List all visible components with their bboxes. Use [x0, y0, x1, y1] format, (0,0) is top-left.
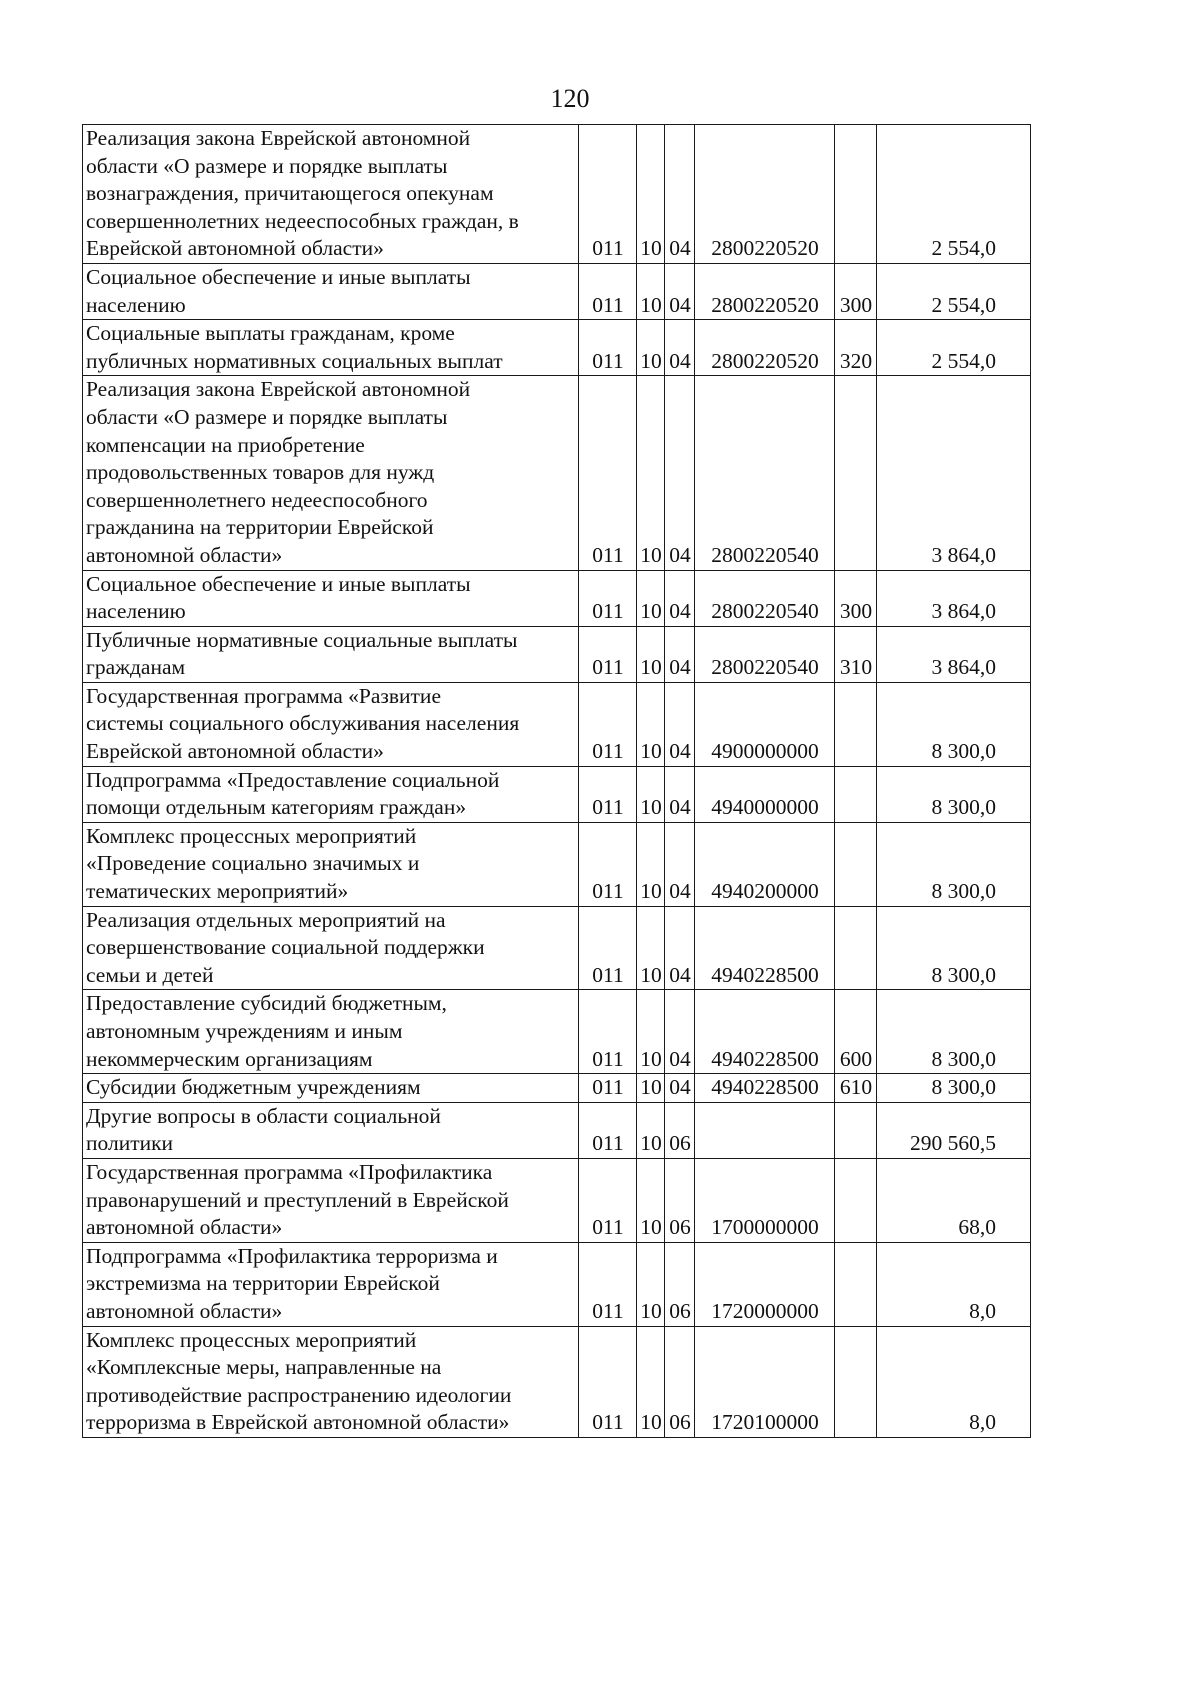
section-code-cell: 10	[637, 766, 665, 822]
table-row	[83, 1158, 1031, 1242]
ministry-code-cell: 011	[579, 570, 637, 626]
section-code-cell: 10	[637, 125, 665, 264]
target-article-cell: 1700000000	[695, 1158, 835, 1242]
target-article-cell: 2800220520	[695, 320, 835, 376]
expense-type-cell: 600	[835, 990, 877, 1074]
ministry-code-cell: 011	[579, 1102, 637, 1158]
row-name-cell: Комплекс процессных мероприятий «Комплексные меры, направленные на противодействие распространению идеологии терроризма в Еврейской автономной области»	[83, 1326, 579, 1437]
target-article-cell: 4940000000	[695, 766, 835, 822]
expense-type-cell	[835, 1326, 877, 1437]
subsection-code-cell: 04	[665, 766, 695, 822]
ministry-code-cell: 011	[579, 766, 637, 822]
row-name-cell: Публичные нормативные социальные выплаты гражданам	[83, 626, 579, 682]
row-name-cell: Другие вопросы в области социальной политики	[83, 1102, 579, 1158]
target-article-cell: 1720000000	[695, 1242, 835, 1326]
subsection-code-cell: 06	[665, 1158, 695, 1242]
subsection-code-cell: 04	[665, 822, 695, 906]
subsection-code-cell: 04	[665, 626, 695, 682]
target-article-cell: 2800220540	[695, 376, 835, 570]
expense-type-cell: 610	[835, 1074, 877, 1103]
expense-type-cell: 300	[835, 263, 877, 319]
amount-cell: 8 300,0	[877, 906, 1031, 990]
amount-cell: 68,0	[877, 1158, 1031, 1242]
subsection-code-cell: 04	[665, 906, 695, 990]
target-article-cell: 4940228500	[695, 906, 835, 990]
expense-type-cell	[835, 1158, 877, 1242]
expense-type-cell	[835, 766, 877, 822]
expense-type-cell	[835, 822, 877, 906]
amount-cell: 3 864,0	[877, 626, 1031, 682]
section-code-cell: 10	[637, 626, 665, 682]
table-row	[83, 822, 1031, 906]
expense-type-cell: 310	[835, 626, 877, 682]
section-code-cell: 10	[637, 682, 665, 766]
page-number: 120	[550, 84, 590, 113]
row-name-cell: Реализация закона Еврейской автономной области «О размере и порядке выплаты вознаграждения, причитающегося опекунам совершеннолетних недееспособных граждан, в Еврейской автономной области»	[83, 125, 579, 264]
amount-cell: 2 554,0	[877, 263, 1031, 319]
row-name-cell: Реализация отдельных мероприятий на совершенствование социальной поддержки семьи и детей	[83, 906, 579, 990]
amount-cell: 3 864,0	[877, 376, 1031, 570]
expense-type-cell	[835, 682, 877, 766]
row-name-cell: Социальное обеспечение и иные выплаты населению	[83, 263, 579, 319]
expense-type-cell	[835, 125, 877, 264]
ministry-code-cell: 011	[579, 906, 637, 990]
subsection-code-cell: 04	[665, 682, 695, 766]
amount-cell: 8,0	[877, 1326, 1031, 1437]
table-row	[83, 125, 1031, 264]
amount-cell: 290 560,5	[877, 1102, 1031, 1158]
target-article-cell: 4940228500	[695, 990, 835, 1074]
row-name-cell: Субсидии бюджетным учреждениям	[83, 1074, 579, 1103]
table-row	[83, 990, 1031, 1074]
subsection-code-cell: 04	[665, 1074, 695, 1103]
target-article-cell: 4940200000	[695, 822, 835, 906]
row-name-cell: Комплекс процессных мероприятий «Проведение социально значимых и тематических мероприятий»	[83, 822, 579, 906]
subsection-code-cell: 04	[665, 990, 695, 1074]
amount-cell: 8 300,0	[877, 822, 1031, 906]
expense-type-cell: 300	[835, 570, 877, 626]
section-code-cell: 10	[637, 1074, 665, 1103]
row-name-cell: Социальные выплаты гражданам, кроме публичных нормативных социальных выплат	[83, 320, 579, 376]
expense-type-cell	[835, 376, 877, 570]
ministry-code-cell: 011	[579, 682, 637, 766]
expense-type-cell	[835, 1242, 877, 1326]
table-row	[83, 626, 1031, 682]
amount-cell: 8 300,0	[877, 766, 1031, 822]
subsection-code-cell: 06	[665, 1326, 695, 1437]
expense-type-cell: 320	[835, 320, 877, 376]
amount-cell: 2 554,0	[877, 320, 1031, 376]
section-code-cell: 10	[637, 1158, 665, 1242]
section-code-cell: 10	[637, 263, 665, 319]
expense-type-cell	[835, 1102, 877, 1158]
section-code-cell: 10	[637, 1326, 665, 1437]
section-code-cell: 10	[637, 570, 665, 626]
table-row	[83, 376, 1031, 570]
ministry-code-cell: 011	[579, 1158, 637, 1242]
subsection-code-cell: 04	[665, 570, 695, 626]
target-article-cell: 2800220540	[695, 570, 835, 626]
subsection-code-cell: 06	[665, 1102, 695, 1158]
table-row	[83, 1074, 1031, 1103]
row-name-cell: Предоставление субсидий бюджетным, автономным учреждениям и иным некоммерческим организациям	[83, 990, 579, 1074]
target-article-cell: 4900000000	[695, 682, 835, 766]
table-row	[83, 570, 1031, 626]
table-row	[83, 766, 1031, 822]
section-code-cell: 10	[637, 822, 665, 906]
budget-table-body	[83, 125, 1031, 1438]
target-article-cell: 2800220540	[695, 626, 835, 682]
subsection-code-cell: 04	[665, 376, 695, 570]
ministry-code-cell: 011	[579, 125, 637, 264]
ministry-code-cell: 011	[579, 263, 637, 319]
target-article-cell: 2800220520	[695, 263, 835, 319]
budget-table	[82, 124, 1031, 1438]
table-row	[83, 1242, 1031, 1326]
section-code-cell: 10	[637, 906, 665, 990]
target-article-cell	[695, 1102, 835, 1158]
ministry-code-cell: 011	[579, 320, 637, 376]
section-code-cell: 10	[637, 990, 665, 1074]
expense-type-cell	[835, 906, 877, 990]
amount-cell: 8 300,0	[877, 990, 1031, 1074]
target-article-cell: 2800220520	[695, 125, 835, 264]
row-name-cell: Подпрограмма «Профилактика терроризма и экстремизма на территории Еврейской автономной области»	[83, 1242, 579, 1326]
amount-cell: 8 300,0	[877, 682, 1031, 766]
target-article-cell: 4940228500	[695, 1074, 835, 1103]
subsection-code-cell: 06	[665, 1242, 695, 1326]
table-row	[83, 682, 1031, 766]
table-row	[83, 263, 1031, 319]
ministry-code-cell: 011	[579, 1242, 637, 1326]
amount-cell: 2 554,0	[877, 125, 1031, 264]
ministry-code-cell: 011	[579, 990, 637, 1074]
subsection-code-cell: 04	[665, 320, 695, 376]
target-article-cell: 1720100000	[695, 1326, 835, 1437]
ministry-code-cell: 011	[579, 1326, 637, 1437]
ministry-code-cell: 011	[579, 626, 637, 682]
section-code-cell: 10	[637, 1102, 665, 1158]
row-name-cell: Государственная программа «Профилактика правонарушений и преступлений в Еврейской автономной области»	[83, 1158, 579, 1242]
row-name-cell: Государственная программа «Развитие системы социального обслуживания населения Еврейской автономной области»	[83, 682, 579, 766]
table-row	[83, 906, 1031, 990]
table-row	[83, 1326, 1031, 1437]
ministry-code-cell: 011	[579, 376, 637, 570]
subsection-code-cell: 04	[665, 263, 695, 319]
amount-cell: 8 300,0	[877, 1074, 1031, 1103]
row-name-cell: Подпрограмма «Предоставление социальной помощи отдельным категориям граждан»	[83, 766, 579, 822]
subsection-code-cell: 04	[665, 125, 695, 264]
table-row	[83, 1102, 1031, 1158]
ministry-code-cell: 011	[579, 822, 637, 906]
amount-cell: 8,0	[877, 1242, 1031, 1326]
section-code-cell: 10	[637, 376, 665, 570]
table-row	[83, 320, 1031, 376]
section-code-cell: 10	[637, 1242, 665, 1326]
section-code-cell: 10	[637, 320, 665, 376]
ministry-code-cell: 011	[579, 1074, 637, 1103]
row-name-cell: Реализация закона Еврейской автономной области «О размере и порядке выплаты компенсации на приобретение продовольственных товаров для нужд совершеннолетнего недееспособного гражданина на территории Еврейской автономной области»	[83, 376, 579, 570]
amount-cell: 3 864,0	[877, 570, 1031, 626]
row-name-cell: Социальное обеспечение и иные выплаты населению	[83, 570, 579, 626]
